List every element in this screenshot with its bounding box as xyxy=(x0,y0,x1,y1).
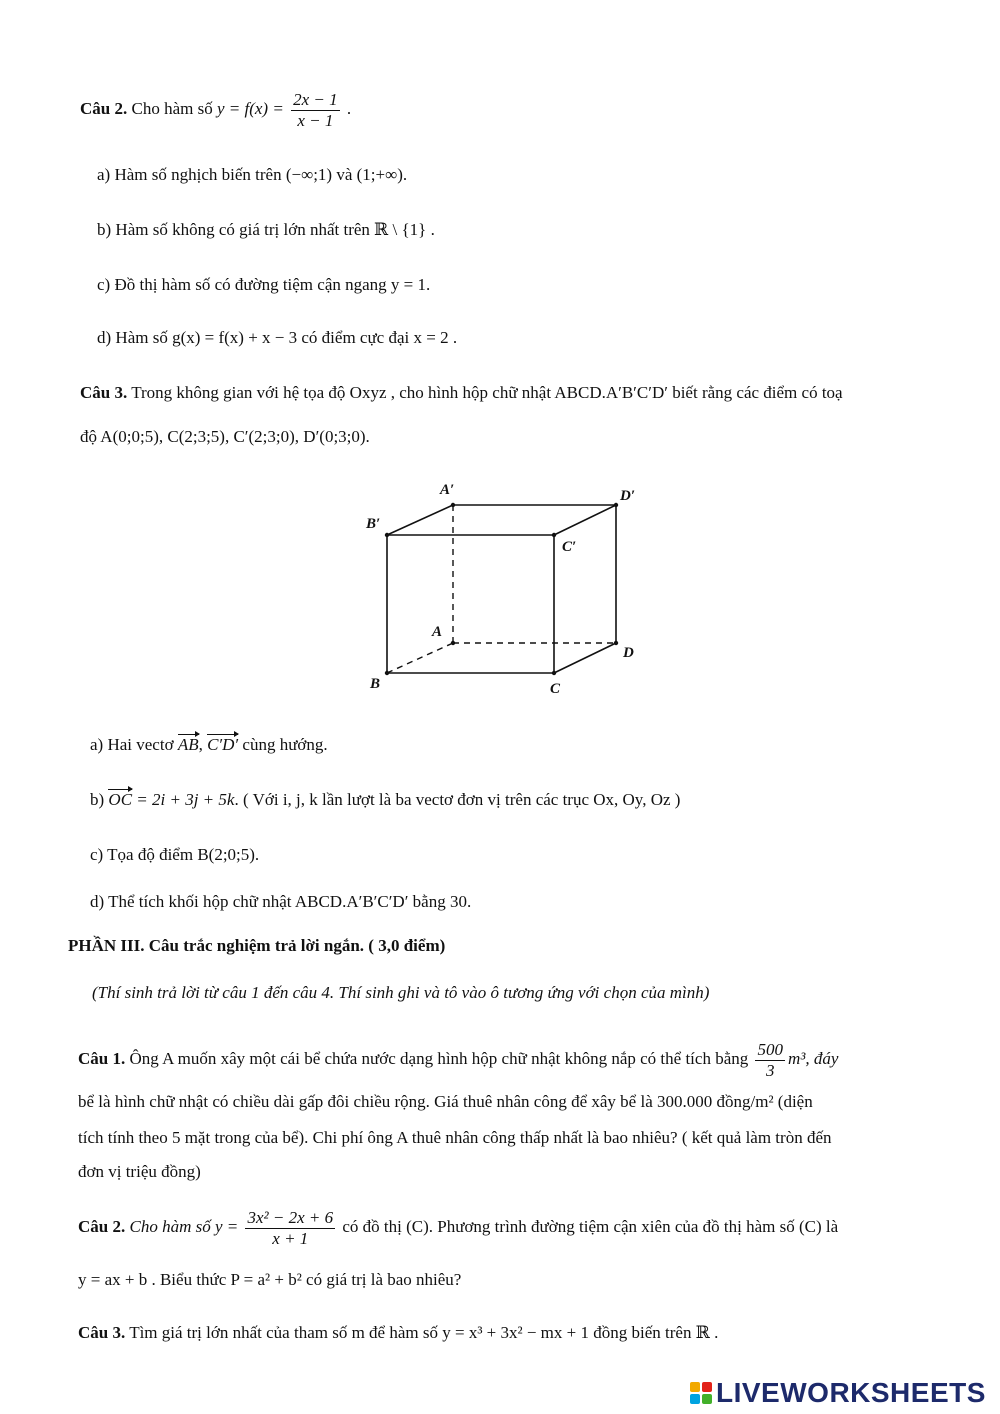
p3-q2-numerator: 3x² − 2x + 6 xyxy=(247,1208,334,1227)
logo-tile-2 xyxy=(702,1382,712,1392)
p3-q1-line4: đơn vị triệu đồng) xyxy=(78,1162,201,1181)
logo-tile-1 xyxy=(690,1382,700,1392)
logo-icon xyxy=(690,1382,712,1404)
q2-option-d: d) Hàm số g(x) = f(x) + x − 3 có điểm cực đại x = 2 . xyxy=(97,328,458,347)
logo-tile-4 xyxy=(702,1394,712,1404)
q3-stem-line1 xyxy=(80,383,843,403)
volume-fraction xyxy=(755,1040,785,1080)
label-B1: B′ xyxy=(366,516,381,532)
q2-numerator: 2x − 1 xyxy=(293,90,338,109)
q2-intro: Cho hàm số xyxy=(131,98,213,118)
logo-text: LIVEWORKSHEETS xyxy=(716,1377,986,1408)
q3-b-expr: = 2i + 3j + 5k xyxy=(136,790,235,809)
vertex-B xyxy=(385,671,389,675)
volume-numerator: 500 xyxy=(757,1040,783,1059)
part3-title: PHẦN III. Câu trắc nghiệm trả lời ngắn. ( 3,0 điểm) xyxy=(68,936,446,955)
edge-C1D1 xyxy=(554,505,616,535)
p3-q1-unit: m³, đáy xyxy=(787,1048,839,1068)
label-D: D xyxy=(623,645,634,661)
vertex-C1 xyxy=(552,533,556,537)
q3-option-d: d) Thể tích khối hộp chữ nhật ABCD.A′B′C′D′ bằng 30. xyxy=(90,892,472,911)
cuboid-figure xyxy=(350,478,660,698)
label-A1: A′ xyxy=(440,482,455,498)
q2-fraction xyxy=(291,90,340,130)
q3-label: Câu 3. xyxy=(80,383,128,402)
logo-tile-3 xyxy=(690,1394,700,1404)
label-D1: D′ xyxy=(620,488,636,504)
label-C: C xyxy=(550,681,561,697)
q3-a-pre: a) Hai vectơ xyxy=(90,735,174,754)
p3-q3-label: Câu 3. xyxy=(78,1323,126,1342)
q3-text1: Trong không gian với hệ tọa độ Oxyz , cho hình hộp chữ nhật ABCD.A′B′C′D′ biết rằng các điểm có toạ xyxy=(131,383,843,402)
q2-denominator: x − 1 xyxy=(297,110,334,130)
vector-c1d1: C′D′ xyxy=(207,735,239,754)
part3-note: (Thí sinh trả lời từ câu 1 đến câu 4. Thí sinh ghi và tô vào ô tương ứng với chọn của mình) xyxy=(92,983,710,1002)
q3-option-a: a) Hai vectơ AB, C′D′ cùng hướng. xyxy=(90,735,328,754)
p3-q1-label: Câu 1. xyxy=(78,1048,126,1068)
p3-q1-text1: Ông A muốn xây một cái bể chứa nước dạng hình hộp chữ nhật không nắp có thể tích bằng xyxy=(129,1048,749,1068)
label-A: A xyxy=(432,624,443,640)
q3-stem-line2: độ A(0;0;5), C(2;3;5), C′(2;3;0), D′(0;3;0). xyxy=(80,427,370,446)
p3-q2-fraction xyxy=(245,1208,335,1248)
p3-q2-line1 xyxy=(78,1208,838,1248)
label-B: B xyxy=(370,676,381,692)
p3-q3-text: Tìm giá trị lớn nhất của tham số m để hàm số y = x³ + 3x² − mx + 1 đồng biến trên ℝ . xyxy=(129,1323,719,1342)
q2-option-c: c) Đồ thị hàm số có đường tiệm cận ngang y = 1. xyxy=(97,275,431,294)
q2-lhs: y = f(x) = xyxy=(216,98,284,118)
edge-AB-hidden xyxy=(387,643,453,673)
vector-oc: OC xyxy=(108,790,133,809)
p3-q2-intro: Cho hàm số y = xyxy=(129,1216,239,1236)
vertex-D1 xyxy=(614,503,618,507)
vertex-C xyxy=(552,671,556,675)
q2-option-a: a) Hàm số nghịch biến trên (−∞;1) và (1;+∞). xyxy=(97,165,408,184)
vertex-A xyxy=(451,641,455,645)
edge-B1A1 xyxy=(387,505,453,535)
p3-q3-line xyxy=(78,1323,718,1343)
vector-ab: AB xyxy=(177,735,199,754)
q3-b-post: . ( Với i, j, k lần lượt là ba vectơ đơn vị trên các trục Ox, Oy, Oz ) xyxy=(234,790,681,809)
q3-option-c: c) Tọa độ điểm B(2;0;5). xyxy=(90,845,260,864)
q3-a-post: cùng hướng. xyxy=(242,735,328,754)
p3-q2-line2: y = ax + b . Biểu thức P = a² + b² có giá trị là bao nhiêu? xyxy=(78,1270,462,1289)
vertex-B1 xyxy=(385,533,389,537)
label-C1: C′ xyxy=(562,539,577,555)
q2-option-b: b) Hàm số không có giá trị lớn nhất trên ℝ \ {1} . xyxy=(97,220,435,239)
p3-q2-label: Câu 2. xyxy=(78,1216,126,1236)
p3-q2-text1: có đồ thị (C). Phương trình đường tiệm cận xiên của đồ thị hàm số (C) là xyxy=(342,1216,839,1236)
volume-denominator: 3 xyxy=(765,1060,775,1080)
q2-label: Câu 2. xyxy=(80,98,128,118)
q2-tail: . xyxy=(346,98,352,118)
q2-stem xyxy=(80,90,351,130)
p3-q1-line2: bể là hình chữ nhật có chiều dài gấp đôi chiều rộng. Giá thuê nhân công để xây bể là 300.000 đồng/m² (diện xyxy=(78,1092,813,1111)
p3-q1-line1 xyxy=(78,1040,838,1080)
vertex-A1 xyxy=(451,503,455,507)
p3-q1-line3: tích tính theo 5 mặt trong của bể). Chi phí ông A thuê nhân công thấp nhất là bao nhiêu? ( kết quả làm tròn đến xyxy=(78,1128,832,1147)
vertex-D xyxy=(614,641,618,645)
p3-q2-denominator: x + 1 xyxy=(272,1228,309,1248)
q3-b-pre: b) xyxy=(90,790,105,809)
q3-option-b xyxy=(90,790,680,810)
liveworksheets-logo[interactable] xyxy=(690,1377,986,1409)
edge-CD xyxy=(554,643,616,673)
